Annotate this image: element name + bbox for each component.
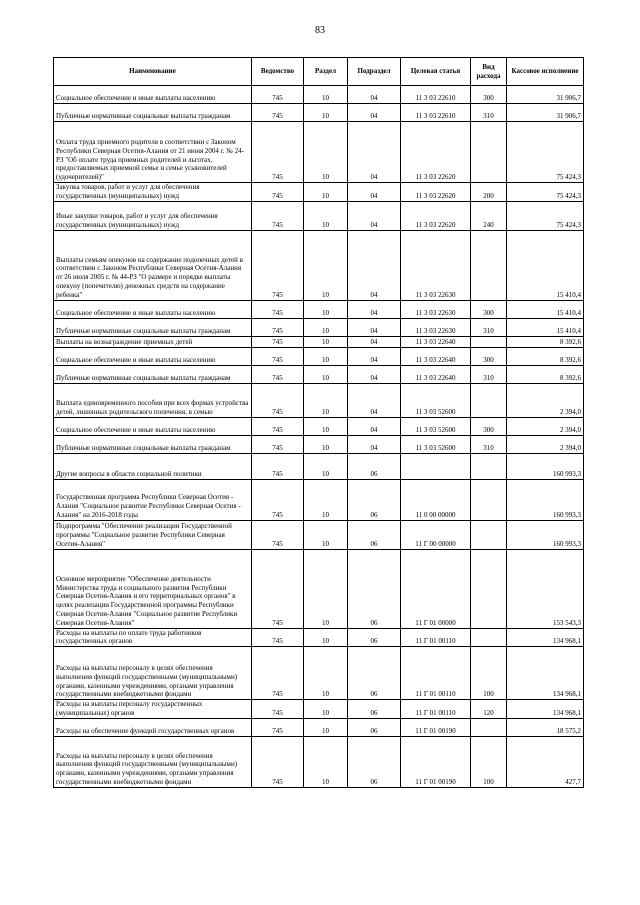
cell-section: 10 <box>304 318 348 336</box>
cell-exp-type: 200 <box>471 183 507 202</box>
cell-section: 10 <box>304 628 348 647</box>
cell-subsection: 06 <box>348 453 401 479</box>
cell-dept: 745 <box>252 520 304 549</box>
cell-cash: 160 993,3 <box>507 479 584 520</box>
cell-subsection: 06 <box>348 479 401 520</box>
cell-target: 11 3 03 22610 <box>401 104 471 122</box>
cell-cash: 160 993,3 <box>507 453 584 479</box>
cell-dept: 745 <box>252 453 304 479</box>
cell-section: 10 <box>304 453 348 479</box>
table-row <box>54 417 584 435</box>
cell-exp-type <box>471 383 507 417</box>
header-cash: Кассовое исполнение <box>507 58 584 86</box>
cell-name: Публичные нормативные социальные выплаты гражданам <box>54 365 252 383</box>
cell-section: 10 <box>304 718 348 736</box>
cell-name: Выплаты семьям опекунов на содержание подопечных детей в соответствии с Законом Республики Северная Осетия-Алания от 26 июля 2005 г. № 44-РЗ "О размере и порядке выплаты опекуну (попечителю) денежных средств на содержание ребенка" <box>54 230 252 300</box>
cell-target: 11 Г 01 00110 <box>401 700 471 719</box>
cell-cash: 134 968,1 <box>507 628 584 647</box>
cell-target: 11 Г 01 00110 <box>401 628 471 647</box>
cell-exp-type: 100 <box>471 647 507 700</box>
header-section: Раздел <box>304 58 348 86</box>
cell-section: 10 <box>304 347 348 365</box>
cell-section: 10 <box>304 549 348 628</box>
cell-section: 10 <box>304 336 348 347</box>
cell-section: 10 <box>304 365 348 383</box>
cell-cash: 75 424,3 <box>507 122 584 183</box>
cell-target: 11 3 03 22610 <box>401 86 471 104</box>
cell-section: 10 <box>304 86 348 104</box>
cell-subsection: 06 <box>348 628 401 647</box>
table-row <box>54 520 584 549</box>
cell-name: Расходы на выплаты персоналу в целях обеспечения выполнения функций государственными (муниципальными) органами, казенными учреждениями, органами управления государственными внебюджетными фондами <box>54 736 252 787</box>
cell-cash: 134 968,1 <box>507 700 584 719</box>
cell-subsection: 04 <box>348 104 401 122</box>
header-dept: Ведомство <box>252 58 304 86</box>
table-header-row <box>54 58 584 86</box>
cell-name: Социальное обеспечение и иные выплаты населению <box>54 300 252 318</box>
cell-subsection: 06 <box>348 736 401 787</box>
cell-dept: 745 <box>252 417 304 435</box>
cell-section: 10 <box>304 230 348 300</box>
cell-target: 11 3 03 22630 <box>401 300 471 318</box>
cell-subsection: 04 <box>348 86 401 104</box>
cell-exp-type <box>471 230 507 300</box>
cell-name: Расходы на обеспечение функций государственных органов <box>54 718 252 736</box>
cell-target: 11 0 00 00000 <box>401 479 471 520</box>
cell-cash: 18 575,2 <box>507 718 584 736</box>
cell-exp-type <box>471 479 507 520</box>
cell-name: Выплаты на вознаграждение приемных детей <box>54 336 252 347</box>
cell-name: Расходы на выплаты по оплате труда работников государственных органов <box>54 628 252 647</box>
cell-name: Расходы на выплаты персоналу в целях обеспечения выполнения функций государственными (муниципальными) органами, казенными учреждениями, органами управления государственными внебюджетными фондами <box>54 647 252 700</box>
cell-name: Основное мероприятие "Обеспечение деятельности Министерства труда и социального развития Республики Северная Осетия-Алания и его территориальных органов" в целях реализации Государственной программы Республики Северная Осетия-Алания "Социальное развитие Республики Северная Осетия-Алания" <box>54 549 252 628</box>
cell-subsection: 04 <box>348 201 401 230</box>
cell-dept: 745 <box>252 435 304 453</box>
cell-target: 11 Г 01 00110 <box>401 647 471 700</box>
cell-dept: 745 <box>252 549 304 628</box>
cell-exp-type: 300 <box>471 86 507 104</box>
cell-cash: 2 394,0 <box>507 435 584 453</box>
table-row <box>54 718 584 736</box>
cell-name: Публичные нормативные социальные выплаты гражданам <box>54 435 252 453</box>
cell-name: Расходы на выплаты персоналу государственных (муниципальных) органов <box>54 700 252 719</box>
cell-subsection: 06 <box>348 549 401 628</box>
cell-name: Закупка товаров, работ и услуг для обеспечения государственных (муниципальных) нужд <box>54 183 252 202</box>
cell-cash: 160 993,3 <box>507 520 584 549</box>
cell-dept: 745 <box>252 700 304 719</box>
cell-name: Социальное обеспечение и иные выплаты населению <box>54 86 252 104</box>
cell-exp-type <box>471 122 507 183</box>
table-row <box>54 230 584 300</box>
table-row <box>54 549 584 628</box>
cell-section: 10 <box>304 417 348 435</box>
cell-exp-type: 310 <box>471 365 507 383</box>
cell-cash: 8 392,6 <box>507 347 584 365</box>
table-row <box>54 365 584 383</box>
cell-subsection: 04 <box>348 365 401 383</box>
header-exp-type: Вид расхода <box>471 58 507 86</box>
cell-section: 10 <box>304 183 348 202</box>
cell-cash: 8 392,6 <box>507 336 584 347</box>
header-subsection: Подраздел <box>348 58 401 86</box>
cell-cash: 75 424,3 <box>507 201 584 230</box>
cell-cash: 153 543,3 <box>507 549 584 628</box>
cell-dept: 745 <box>252 647 304 700</box>
cell-cash: 2 394,0 <box>507 417 584 435</box>
cell-subsection: 04 <box>348 122 401 183</box>
cell-cash: 31 906,7 <box>507 104 584 122</box>
cell-target: 11 3 03 22630 <box>401 318 471 336</box>
cell-subsection: 04 <box>348 230 401 300</box>
table-row <box>54 104 584 122</box>
table-row <box>54 479 584 520</box>
cell-cash: 75 424,3 <box>507 183 584 202</box>
header-name: Наименование <box>54 58 252 86</box>
cell-cash: 2 394,0 <box>507 383 584 417</box>
cell-section: 10 <box>304 383 348 417</box>
cell-cash: 8 392,6 <box>507 365 584 383</box>
cell-name: Другие вопросы в области социальной политики <box>54 453 252 479</box>
cell-exp-type <box>471 453 507 479</box>
cell-exp-type: 100 <box>471 736 507 787</box>
cell-cash: 15 410,4 <box>507 318 584 336</box>
cell-name: Иные закупки товаров, работ и услуг для обеспечения государственных (муниципальных) нужд <box>54 201 252 230</box>
cell-exp-type: 300 <box>471 347 507 365</box>
budget-execution-table <box>53 57 584 788</box>
table-row <box>54 700 584 719</box>
cell-subsection: 04 <box>348 383 401 417</box>
cell-target: 11 3 03 22640 <box>401 365 471 383</box>
cell-dept: 745 <box>252 300 304 318</box>
cell-exp-type: 310 <box>471 104 507 122</box>
cell-exp-type <box>471 718 507 736</box>
cell-section: 10 <box>304 736 348 787</box>
cell-subsection: 04 <box>348 183 401 202</box>
cell-exp-type <box>471 336 507 347</box>
table-row <box>54 86 584 104</box>
cell-dept: 745 <box>252 347 304 365</box>
cell-exp-type: 240 <box>471 201 507 230</box>
cell-section: 10 <box>304 700 348 719</box>
table-row <box>54 347 584 365</box>
table-row <box>54 435 584 453</box>
cell-subsection: 04 <box>348 318 401 336</box>
cell-target: 11 3 03 52600 <box>401 417 471 435</box>
cell-section: 10 <box>304 122 348 183</box>
cell-target: 11 Г 01 00190 <box>401 718 471 736</box>
cell-dept: 745 <box>252 736 304 787</box>
cell-dept: 745 <box>252 383 304 417</box>
cell-subsection: 06 <box>348 700 401 719</box>
cell-section: 10 <box>304 104 348 122</box>
cell-target: 11 3 03 22620 <box>401 201 471 230</box>
cell-exp-type: 300 <box>471 417 507 435</box>
table-body <box>54 86 584 788</box>
cell-cash: 31 906,7 <box>507 86 584 104</box>
cell-dept: 745 <box>252 628 304 647</box>
table-row <box>54 300 584 318</box>
cell-subsection: 04 <box>348 300 401 318</box>
cell-name: Подпрограмма "Обеспечение реализации Государственной программы "Социальное развитие Республики Северная Осетия-Алания" <box>54 520 252 549</box>
page-number: 83 <box>315 25 325 36</box>
table-row <box>54 647 584 700</box>
cell-subsection: 06 <box>348 520 401 549</box>
cell-subsection: 06 <box>348 718 401 736</box>
cell-section: 10 <box>304 647 348 700</box>
cell-dept: 745 <box>252 230 304 300</box>
table-row <box>54 383 584 417</box>
cell-section: 10 <box>304 300 348 318</box>
cell-exp-type: 120 <box>471 700 507 719</box>
table-row <box>54 201 584 230</box>
cell-name: Государственная программа Республики Северная Осетия - Алания "Социальное развитие Республики Северная Осетия - Алания" на 2016-2018 годы <box>54 479 252 520</box>
cell-name: Социальное обеспечение и иные выплаты населению <box>54 347 252 365</box>
cell-exp-type <box>471 549 507 628</box>
cell-dept: 745 <box>252 104 304 122</box>
cell-dept: 745 <box>252 183 304 202</box>
cell-section: 10 <box>304 201 348 230</box>
table-row <box>54 453 584 479</box>
cell-exp-type: 300 <box>471 300 507 318</box>
cell-dept: 745 <box>252 86 304 104</box>
cell-section: 10 <box>304 479 348 520</box>
cell-exp-type: 310 <box>471 318 507 336</box>
table-row <box>54 628 584 647</box>
table-row <box>54 336 584 347</box>
cell-cash: 427,7 <box>507 736 584 787</box>
cell-target: 11 Г 01 00190 <box>401 736 471 787</box>
table-row <box>54 183 584 202</box>
cell-target: 11 3 03 22630 <box>401 230 471 300</box>
cell-subsection: 04 <box>348 435 401 453</box>
cell-exp-type: 310 <box>471 435 507 453</box>
cell-subsection: 04 <box>348 417 401 435</box>
table-row <box>54 122 584 183</box>
cell-dept: 745 <box>252 318 304 336</box>
cell-name: Оплата труда приемного родителя в соответствии с Законом Республики Северная Осетия-Алания от 21 июня 2004 г. № 24-РЗ "Об оплате труда приемных родителей и льготах, предоставляемых приемной семье и семье усыновителей (удочерителей)" <box>54 122 252 183</box>
cell-target: 11 Г 00 00000 <box>401 520 471 549</box>
cell-name: Социальное обеспечение и иные выплаты населению <box>54 417 252 435</box>
cell-target: 11 3 03 22640 <box>401 336 471 347</box>
cell-dept: 745 <box>252 122 304 183</box>
cell-cash: 15 410,4 <box>507 230 584 300</box>
cell-dept: 745 <box>252 479 304 520</box>
cell-subsection: 04 <box>348 347 401 365</box>
cell-target: 11 3 03 22620 <box>401 122 471 183</box>
cell-exp-type <box>471 520 507 549</box>
cell-target: 11 3 03 52600 <box>401 383 471 417</box>
cell-name: Публичные нормативные социальные выплаты гражданам <box>54 104 252 122</box>
cell-target: 11 Г 01 00000 <box>401 549 471 628</box>
cell-subsection: 06 <box>348 647 401 700</box>
cell-name: Выплата единовременного пособия при всех формах устройства детей, лишенных родительского попечения, в семью <box>54 383 252 417</box>
cell-dept: 745 <box>252 336 304 347</box>
table-row <box>54 736 584 787</box>
cell-exp-type <box>471 628 507 647</box>
cell-cash: 134 968,1 <box>507 647 584 700</box>
cell-cash: 15 410,4 <box>507 300 584 318</box>
cell-dept: 745 <box>252 365 304 383</box>
cell-section: 10 <box>304 435 348 453</box>
cell-target <box>401 453 471 479</box>
cell-dept: 745 <box>252 718 304 736</box>
cell-target: 11 3 03 52600 <box>401 435 471 453</box>
cell-subsection: 04 <box>348 336 401 347</box>
cell-target: 11 3 03 22640 <box>401 347 471 365</box>
cell-target: 11 3 03 22620 <box>401 183 471 202</box>
cell-section: 10 <box>304 520 348 549</box>
table-row <box>54 318 584 336</box>
cell-name: Публичные нормативные социальные выплаты гражданам <box>54 318 252 336</box>
cell-dept: 745 <box>252 201 304 230</box>
header-target: Целевая статья <box>401 58 471 86</box>
